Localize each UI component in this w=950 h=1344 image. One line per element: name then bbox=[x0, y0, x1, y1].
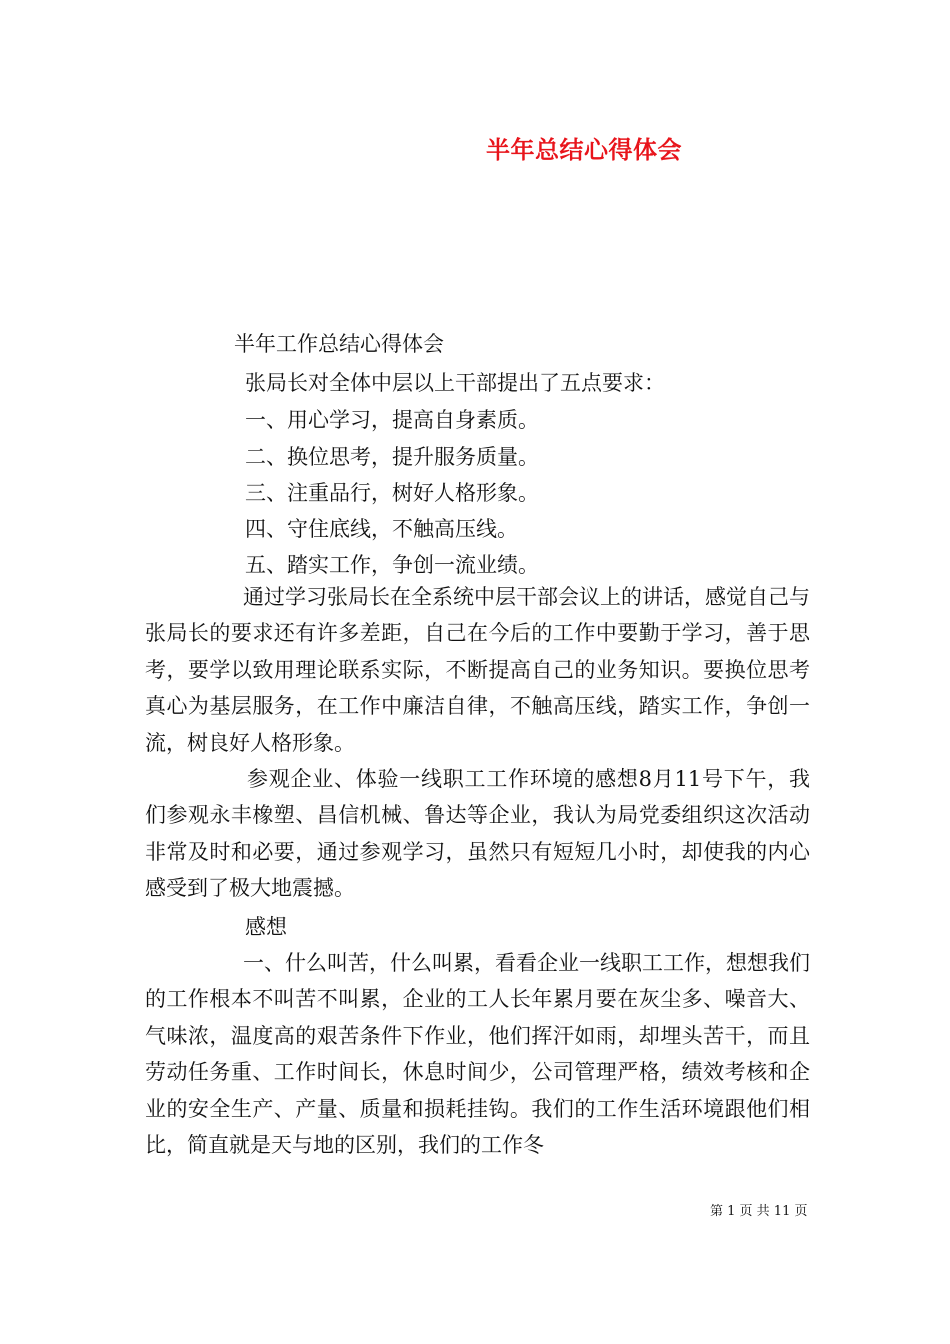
subtitle: 半年工作总结心得体会 bbox=[234, 332, 444, 356]
section-heading: 感想 bbox=[245, 915, 287, 939]
requirement-4: 四、守住底线，不触高压线。 bbox=[245, 517, 518, 541]
page-footer: 第 1 页 共 11 页 bbox=[710, 1204, 808, 1219]
body-paragraph-2: 参观企业、体验一线职工工作环境的感想8月11号下午，我们参观永丰橡塑、昌信机械、鲁达等企业，我认为局党委组织这次活动非常及时和必要，通过参观学习，虽然只有短短几小时，却使我的内心感受到了极大地震撼。 bbox=[145, 767, 810, 901]
requirement-2: 二、换位思考，提升服务质量。 bbox=[245, 445, 539, 469]
section-paragraph: 一、什么叫苦，什么叫累，看看企业一线职工工作，想想我们的工作根本不叫苦不叫累，企业的工人长年累月要在灰尘多、噪音大、气味浓，温度高的艰苦条件下作业，他们挥汗如雨，却埋头苦干，而且劳动任务重、工作时间长，休息时间少，公司管理严格，绩效考核和企业的安全生产、产量、质量和损耗挂钩。我们的工作生活环境跟他们相比，简直就是天与地的区别，我们的工作冬 bbox=[145, 951, 810, 1158]
requirement-5: 五、踏实工作，争创一流业绩。 bbox=[245, 553, 539, 577]
requirement-3: 三、注重品行，树好人格形象。 bbox=[245, 481, 539, 505]
intro-line: 张局长对全体中层以上干部提出了五点要求： bbox=[245, 371, 665, 395]
page-title: 半年总结心得体会 bbox=[486, 135, 682, 164]
requirement-1: 一、用心学习，提高自身素质。 bbox=[245, 408, 539, 432]
body-paragraph-1: 通过学习张局长在全系统中层干部会议上的讲话，感觉自己与张局长的要求还有许多差距，自己在今后的工作中要勤于学习，善于思考，要学以致用理论联系实际，不断提高自己的业务知识。要换位思考真心为基层服务，在工作中廉洁自律，不触高压线，踏实工作，争创一流，树良好人格形象。 bbox=[145, 585, 810, 755]
